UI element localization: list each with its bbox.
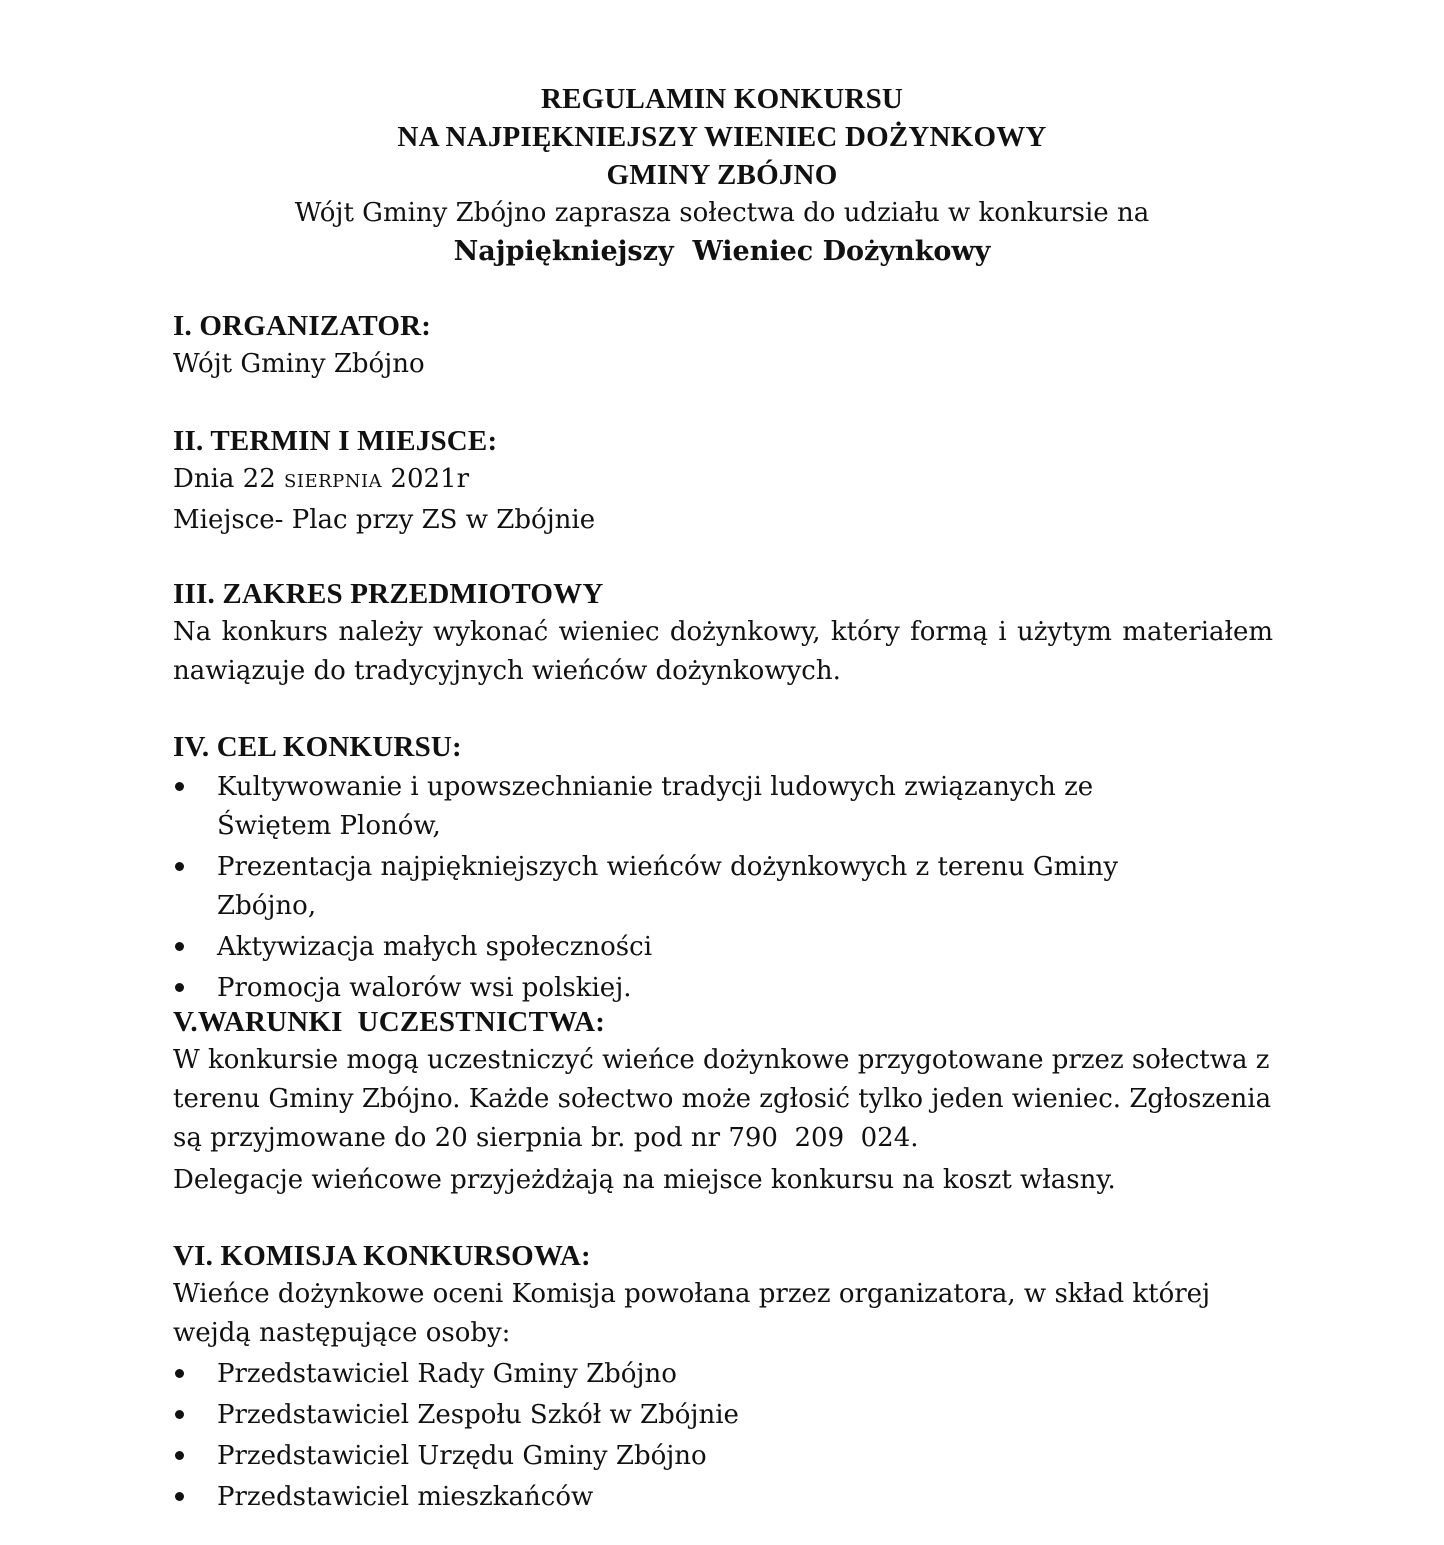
date-prefix: Dnia 22 bbox=[173, 464, 285, 494]
section-date-place bbox=[173, 422, 1273, 540]
date-month: SIERPNIA bbox=[284, 471, 383, 492]
bullet-icon bbox=[175, 1451, 184, 1460]
list-item-text: Przedstawiciel mieszkańców bbox=[217, 1482, 594, 1512]
section-conditions bbox=[173, 1003, 1280, 1200]
title-line-3: GMINY ZBÓJNO bbox=[606, 159, 838, 191]
bullet-icon bbox=[175, 942, 184, 951]
list-item bbox=[173, 1478, 1273, 1517]
list-item bbox=[173, 1355, 1273, 1394]
bullet-icon bbox=[175, 1410, 184, 1419]
section-heading: VI. KOMISJA KONKURSOWA: bbox=[173, 1240, 591, 1272]
section-heading: IV. CEL KONKURSU: bbox=[173, 731, 462, 763]
organizer-text: Wójt Gminy Zbójno bbox=[173, 349, 425, 379]
list-item-text: Kultywowanie i upowszechnianie tradycji ludowych związanych ze Świętem Plonów, bbox=[217, 772, 1094, 841]
list-item-text: Prezentacja najpiękniejszych wieńców dożynkowych z terenu Gminy Zbójno, bbox=[217, 852, 1119, 921]
section-organizer bbox=[173, 307, 1273, 384]
place-line: Miejsce- Plac przy ZS w Zbójnie bbox=[173, 505, 596, 535]
list-item-text: Przedstawiciel Urzędu Gminy Zbójno bbox=[217, 1441, 707, 1471]
section-goal bbox=[173, 728, 1273, 1010]
committee-list bbox=[173, 1355, 1273, 1517]
section-heading: III. ZAKRES PRZEDMIOTOWY bbox=[173, 578, 604, 610]
section-heading: I. ORGANIZATOR: bbox=[173, 310, 432, 342]
list-item bbox=[173, 1437, 1273, 1476]
list-item-text: Promocja walorów wsi polskiej. bbox=[217, 973, 632, 1003]
title-line-1: REGULAMIN KONKURSU bbox=[540, 83, 904, 115]
list-item bbox=[173, 768, 1183, 846]
bullet-icon bbox=[175, 1492, 184, 1501]
invitation-text: Wójt Gminy Zbójno zaprasza sołectwa do udziału w konkursie na bbox=[294, 198, 1150, 228]
committee-text: Wieńce dożynkowe oceni Komisja powołana przez organizatora, w skład której wejdą następujące osoby: bbox=[173, 1279, 1211, 1348]
list-item-text: Przedstawiciel Zespołu Szkół w Zbójnie bbox=[217, 1400, 739, 1430]
bullet-icon bbox=[175, 1369, 184, 1378]
bullet-icon bbox=[175, 983, 184, 992]
goal-list bbox=[173, 768, 1183, 1008]
contest-name: Najpiękniejszy Wieniec Dożynkowy bbox=[453, 236, 991, 267]
section-committee bbox=[173, 1237, 1273, 1517]
list-item bbox=[173, 928, 1183, 967]
document-title-block bbox=[0, 80, 1444, 272]
bullet-icon bbox=[175, 862, 184, 871]
section-heading: V.WARUNKI UCZESTNICTWA: bbox=[173, 1006, 606, 1038]
list-item bbox=[173, 1396, 1273, 1435]
title-line-2: NA NAJPIĘKNIEJSZY WIENIEC DOŻYNKOWY bbox=[397, 121, 1047, 153]
list-item-text: Przedstawiciel Rady Gminy Zbójno bbox=[217, 1359, 677, 1389]
date-line bbox=[173, 460, 1273, 501]
date-suffix: 2021r bbox=[382, 464, 470, 494]
section-scope bbox=[173, 575, 1273, 691]
section-heading: II. TERMIN I MIEJSCE: bbox=[173, 425, 498, 457]
list-item bbox=[173, 848, 1183, 926]
list-item-text: Aktywizacja małych społeczności bbox=[217, 932, 653, 962]
bullet-icon bbox=[175, 782, 184, 791]
conditions-text-2: Delegacje wieńcowe przyjeżdżają na miejsce konkursu na koszt własny. bbox=[173, 1165, 1116, 1195]
scope-text: Na konkurs należy wykonać wieniec dożynkowy, który formą i użytym materiałem nawiązuje do tradycyjnych wieńców dożynkowych. bbox=[173, 617, 1273, 686]
conditions-text: W konkursie mogą uczestniczyć wieńce dożynkowe przygotowane przez sołectwa z terenu Gminy Zbójno. Każde sołectwo może zgłosić tylko jeden wieniec. Zgłoszenia są przyjmowane do 20 sierpnia br. pod nr 790 209 024. bbox=[173, 1045, 1280, 1153]
